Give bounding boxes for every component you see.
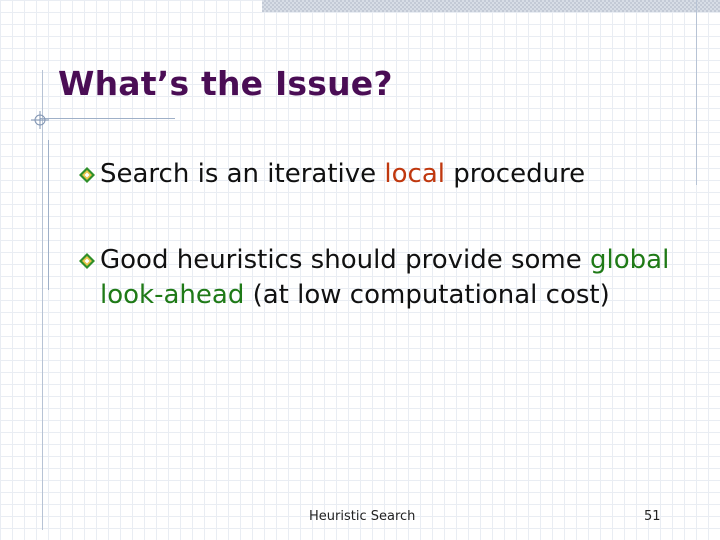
left-vertical-rule bbox=[42, 70, 43, 530]
title-underline-rule bbox=[40, 118, 175, 119]
highlight-local: local bbox=[384, 159, 445, 189]
bullet-text: Good heuristics should provide some global look-ahead (at low computational cost) bbox=[100, 245, 670, 310]
left-accent-rule bbox=[48, 140, 49, 290]
diamond-bullet-icon bbox=[78, 252, 96, 270]
highlight-global-look-ahead: global look-ahead bbox=[100, 245, 670, 310]
slide-title: What’s the Issue? bbox=[58, 64, 393, 103]
footer-title: Heuristic Search bbox=[309, 509, 416, 524]
bullet-item bbox=[78, 243, 698, 313]
top-decorative-band bbox=[262, 0, 720, 12]
bullet-item bbox=[78, 157, 698, 192]
crosshair-icon bbox=[31, 111, 49, 129]
bullet-text: Search is an iterative local procedure bbox=[100, 159, 586, 189]
page-number: 51 bbox=[644, 509, 661, 524]
diamond-bullet-icon bbox=[78, 166, 96, 184]
